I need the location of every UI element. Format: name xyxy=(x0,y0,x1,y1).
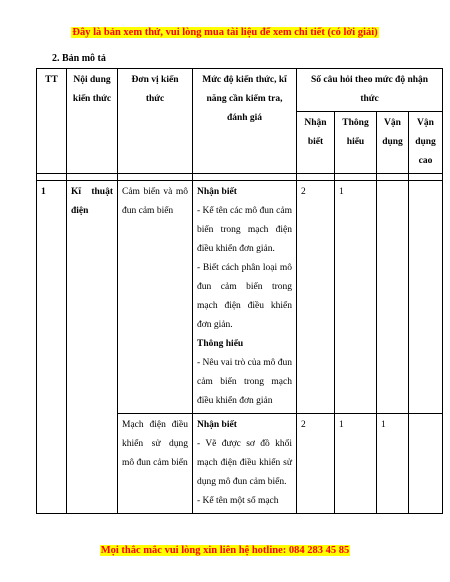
recognize-label: Nhận biết xyxy=(197,187,237,197)
understand-label: Thông hiểu xyxy=(197,339,244,349)
header-apply-high: Vận dụng cao xyxy=(409,112,443,174)
count-recognize: 2 xyxy=(297,181,335,414)
level-item: - Nêu vai trò của mô đun cảm biến trong mạch điều khiển đơn giản xyxy=(197,358,292,406)
hotline-text: Mọi thắc mắc vui lòng xin liên hệ hotline: 084 283 45 85 xyxy=(100,545,350,556)
hotline-banner xyxy=(0,545,450,556)
header-recognize: Nhận biết xyxy=(297,112,335,174)
count-apply: 1 xyxy=(377,414,409,514)
spacer-row xyxy=(37,174,443,181)
section-heading: 2. Bản mô tả xyxy=(52,53,106,64)
header-question-count: Số câu hỏi theo mức độ nhận thức xyxy=(297,69,443,112)
header-unit: Đơn vị kiến thức xyxy=(118,69,193,174)
row-unit: Mạch điện điều khiển sử dụng mô đun cảm biến xyxy=(118,414,193,514)
header-tt: TT xyxy=(37,69,67,174)
header-content: Nội dung kiến thức xyxy=(67,69,118,174)
level-item: - Vẽ được sơ đồ khối mạch điện điều khiển sử dụng mô đun cảm biến. xyxy=(197,439,292,487)
description-table xyxy=(36,68,443,514)
row-level-description xyxy=(193,181,297,414)
recognize-label: Nhận biết xyxy=(197,420,237,430)
preview-notice-banner xyxy=(0,27,450,38)
header-level: Mức độ kiến thức, kĩ năng cần kiểm tra, đánh giá xyxy=(193,69,297,174)
row-content: Kĩ thuật điện xyxy=(67,181,118,514)
count-recognize: 2 xyxy=(297,414,335,514)
count-apply-high xyxy=(409,181,443,414)
header-understand: Thông hiểu xyxy=(335,112,377,174)
table-header-row xyxy=(37,69,443,112)
row-tt: 1 xyxy=(37,181,67,514)
count-understand: 1 xyxy=(335,414,377,514)
level-item: - Kể tên một số mạch xyxy=(197,496,279,506)
level-item: - Biết cách phân loại mô đun cảm biến trong mạch điện điều khiển đơn giản. xyxy=(197,263,292,330)
row-unit: Cảm biến và mô đun cảm biến xyxy=(118,181,193,414)
count-apply-high xyxy=(409,414,443,514)
count-apply xyxy=(377,181,409,414)
count-understand: 1 xyxy=(335,181,377,414)
row-level-description xyxy=(193,414,297,514)
preview-notice-text: Đây là bản xem thử, vui lòng mua tài liệu để xem chi tiết (có lời giải) xyxy=(72,27,378,38)
level-item: - Kể tên các mô đun cảm biến trong mạch điện điều khiển đơn giản. xyxy=(197,206,292,254)
table-row xyxy=(37,181,443,414)
header-apply: Vận dụng xyxy=(377,112,409,174)
